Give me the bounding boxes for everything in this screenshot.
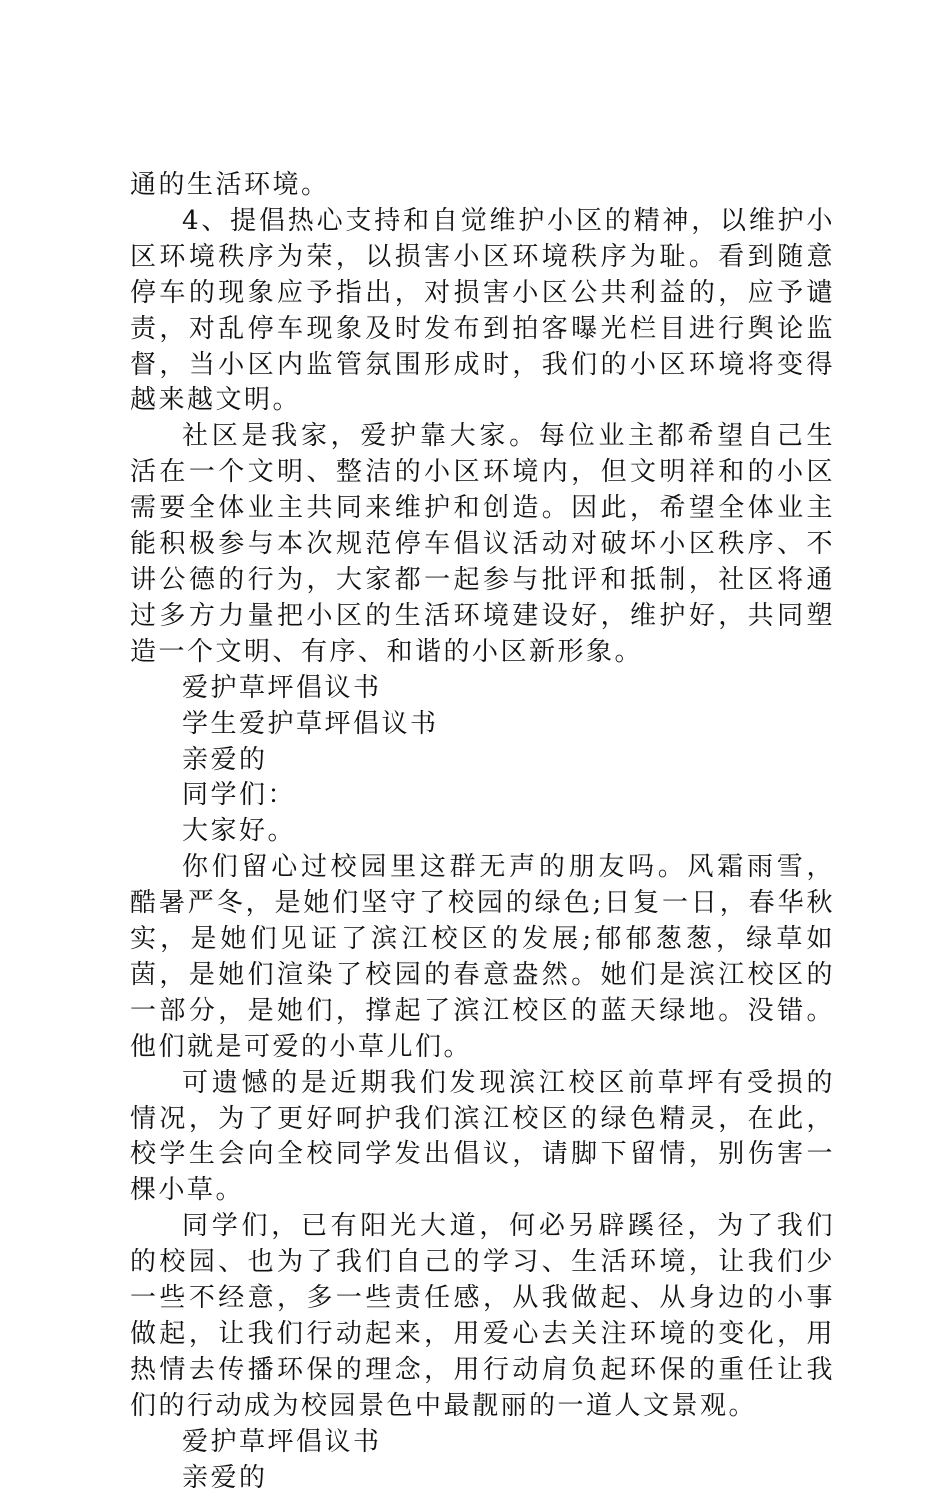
heading-lawn-proposal: 爱护草坪倡议书 [182,672,382,703]
heading-student-lawn-proposal: 学生爱护草坪倡议书 [182,708,439,739]
heading-lawn-proposal-repeat: 爱护草坪倡议书 [182,1426,382,1457]
paragraph-lawn-damage: 可遗憾的是近期我们发现滨江校区前草坪有受损的情况，为了更好呵护我们滨江校区的绿色精灵，在此，校学生会向全校同学发出倡议，请脚下留情，别伤害一棵小草。 [130,1067,835,1206]
paragraph-continuation: 通的生活环境。 [130,170,330,200]
salutation-dear-repeat: 亲爱的 [182,1462,268,1493]
greeting: 大家好。 [182,816,297,847]
paragraph-item-4-parking-order: 4、提倡热心支持和自觉维护小区的精神，以维护小区环境秩序为荣，以损害小区环境秩序为耻。看到随意停车的现象应予指出，对损害小区公共利益的，应予谴责，对乱停车现象及时发布到拍客曝光栏目进行舆论监督，当小区内监管氛围形成时，我们的小区环境将变得越来越文明。 [130,205,835,416]
paragraph-silent-friends: 你们留心过校园里这群无声的朋友吗。风霜雨雪，酷暑严冬，是她们坚守了校园的绿色;日复一日，春华秋实，是她们见证了滨江校区的发展;郁郁葱葱，绿草如茵，是她们渲染了校园的春意盎然。她们是滨江校区的一部分，是她们，撑起了滨江校区的蓝天绿地。没错。他们就是可爱的小草儿们。 [130,852,835,1062]
salutation-classmates: 同学们： [182,780,297,811]
paragraph-community-appeal: 社区是我家，爱护靠大家。每位业主都希望自己生活在一个文明、整洁的小区环境内，但文明祥和的小区需要全体业主共同来维护和创造。因此，希望全体业主能积极参与本次规范停车倡议活动对破坏小区秩序、不讲公德的行为，大家都一起参与批评和抵制，社区将通过多方力量把小区的生活环境建设好，维护好，共同塑造一个文明、有序、和谐的小区新形象。 [130,421,835,667]
paragraph-call-to-action: 同学们，已有阳光大道，何必另辟蹊径，为了我们的校园、也为了我们自己的学习、生活环境，让我们少一些不经意，多一些责任感，从我做起、从身边的小事做起，让我们行动起来，用爱心去关注环境的变化，用热情去传播环保的理念，用行动肩负起环保的重任让我们的行动成为校园景色中最靓丽的一道人文景观。 [130,1211,835,1421]
salutation-dear: 亲爱的 [182,744,268,775]
document-body [130,168,835,1497]
